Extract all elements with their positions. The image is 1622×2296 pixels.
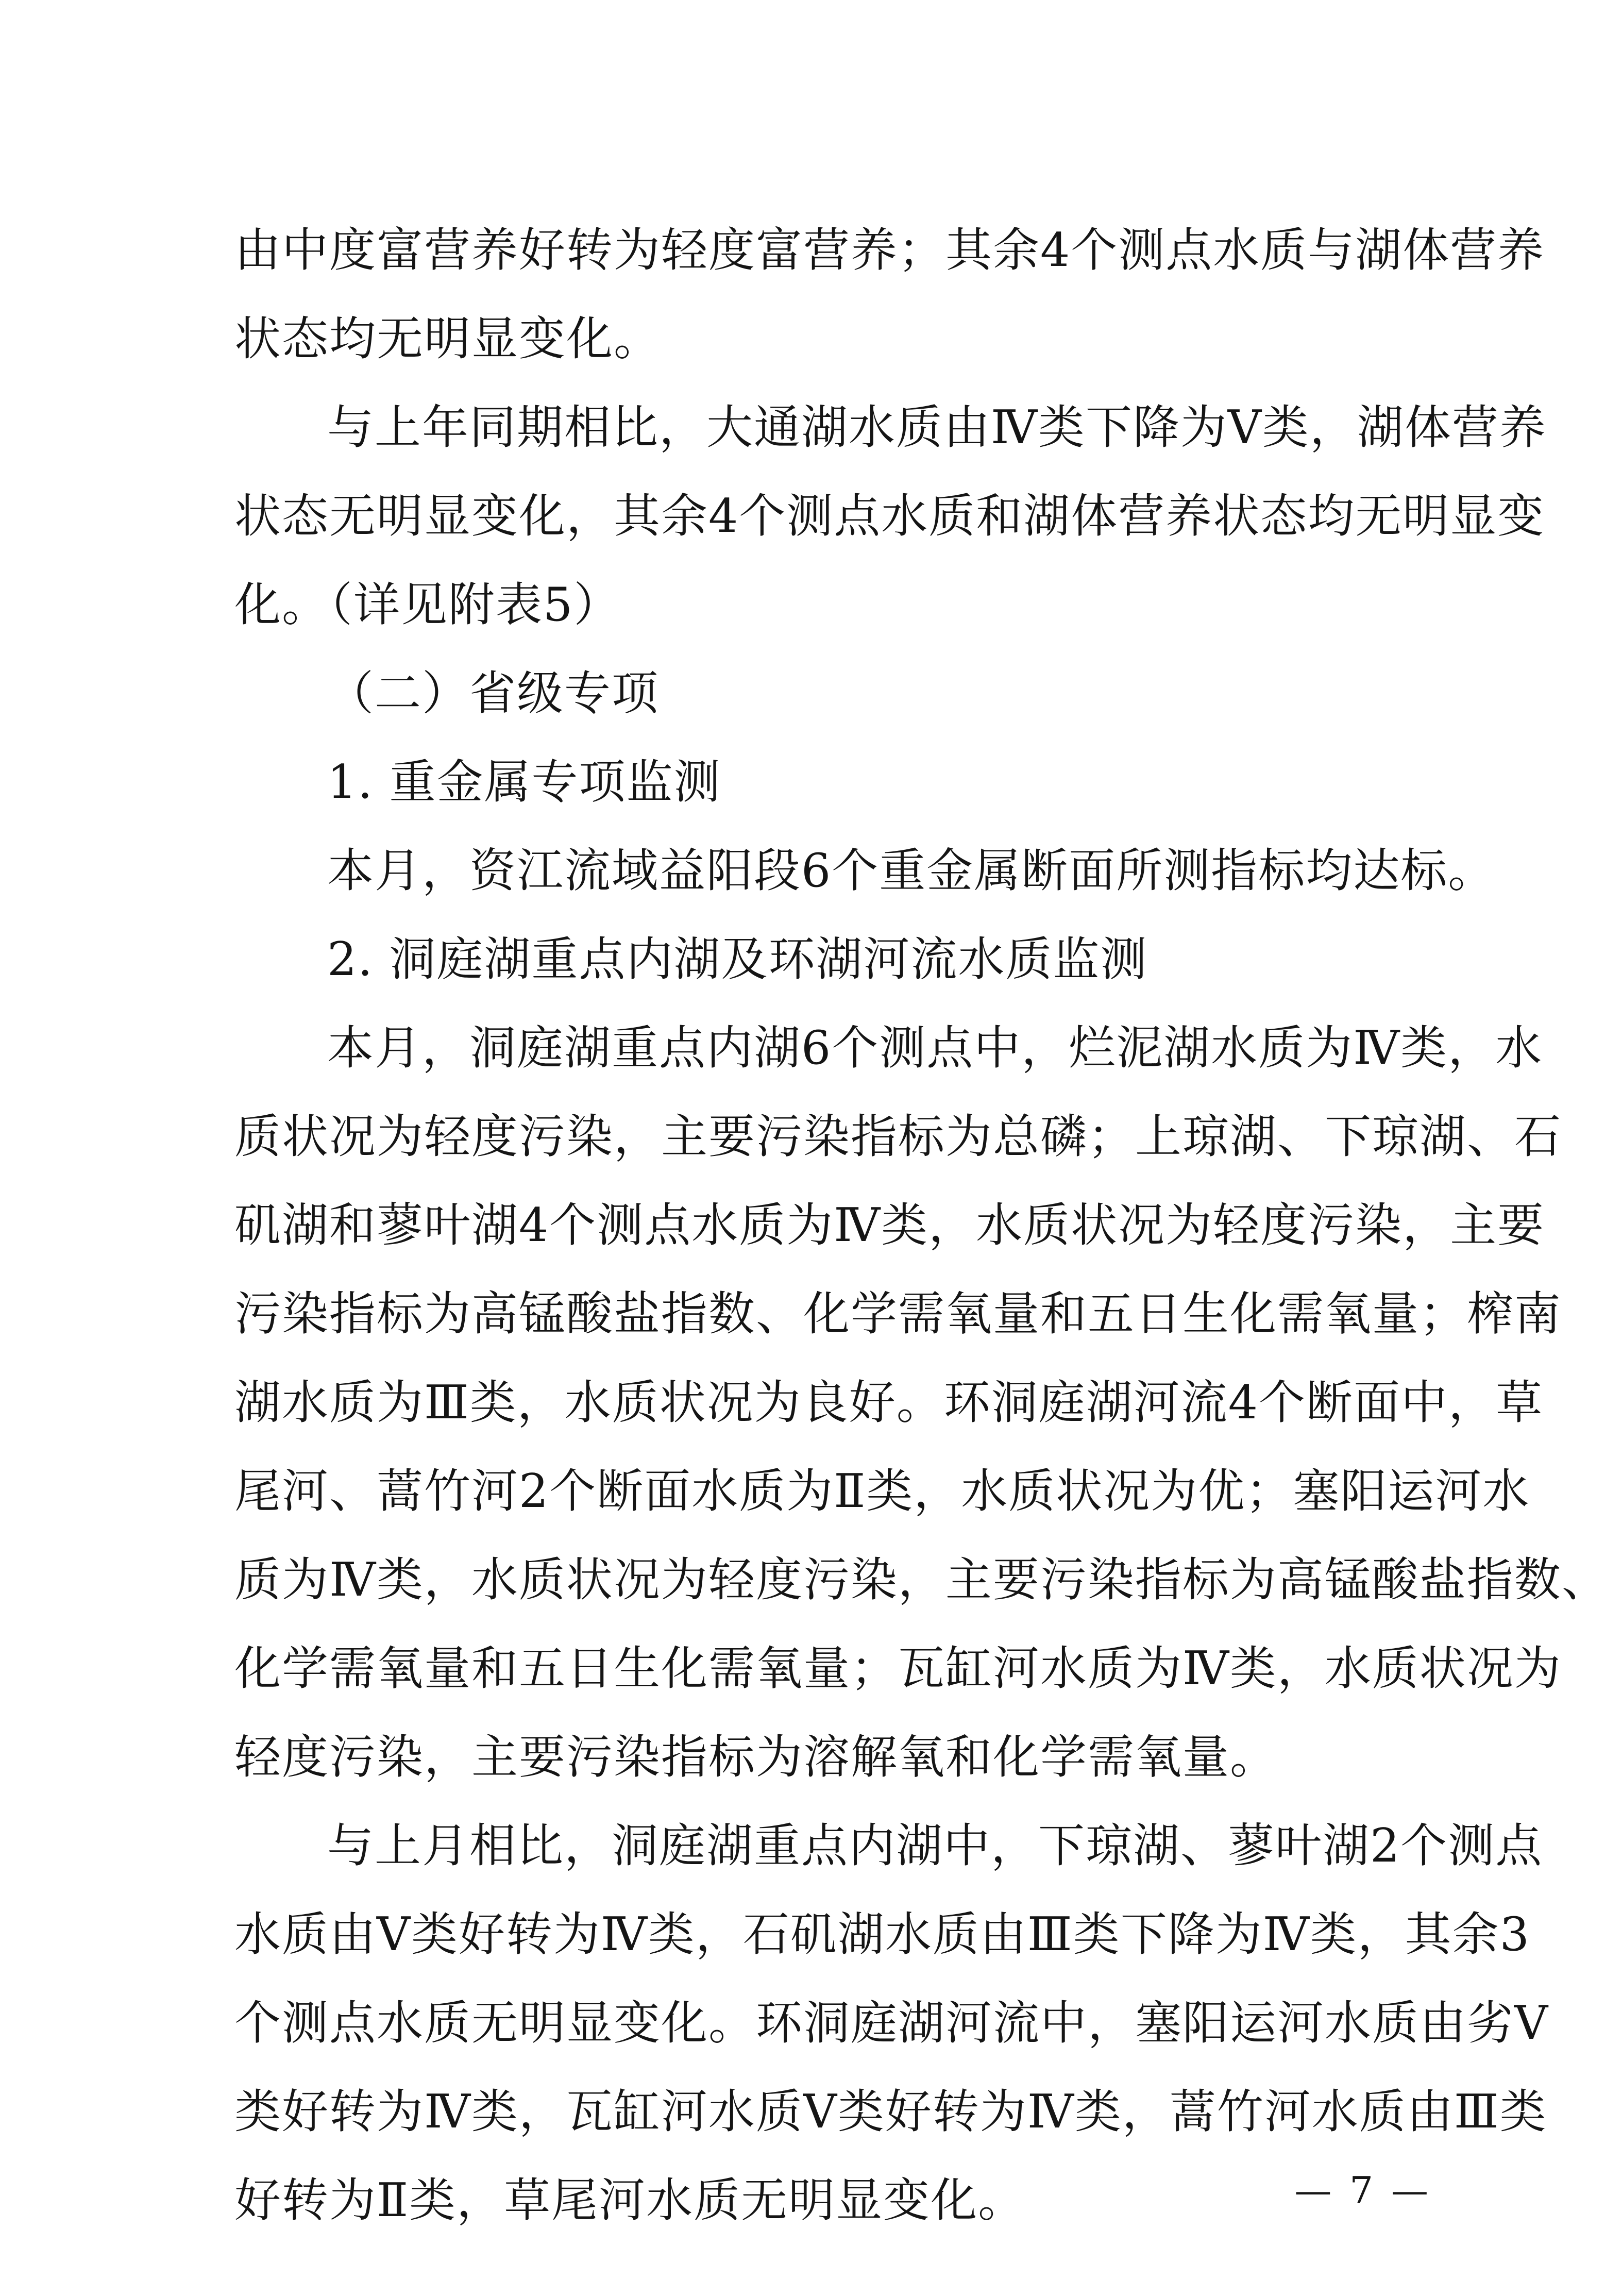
body-line: 湖水质为Ⅲ类，水质状况为良好。环洞庭湖河流4个断面中，草 [234, 1376, 1544, 1430]
paragraph-first-line: 与上月相比，洞庭湖重点内湖中，下琼湖、蓼叶湖2个测点 [327, 1819, 1543, 1873]
body-line: 类好转为Ⅳ类，瓦缸河水质Ⅴ类好转为Ⅳ类，蒿竹河水质由Ⅲ类 [234, 2085, 1547, 2139]
body-line: 化学需氧量和五日生化需氧量；瓦缸河水质为Ⅳ类，水质状况为 [234, 1641, 1562, 1696]
paragraph-first-line: 本月，资江流域益阳段6个重金属断面所测指标均达标。 [327, 844, 1496, 898]
body-line: 个测点水质无明显变化。环洞庭湖河流中，塞阳运河水质由劣Ⅴ [234, 1996, 1549, 2050]
body-line: 轻度污染，主要污染指标为溶解氧和化学需氧量。 [234, 1730, 1277, 1784]
subsection-heading: 1. 重金属专项监测 [327, 755, 721, 809]
body-line: 化。（详见附表5） [234, 578, 621, 632]
body-line: 由中度富营养好转为轻度富营养；其余4个测点水质与湖体营养 [234, 223, 1545, 277]
body-line: 矶湖和蓼叶湖4个测点水质为Ⅳ类，水质状况为轻度污染，主要 [234, 1198, 1545, 1252]
body-line: 质状况为轻度污染，主要污染指标为总磷；上琼湖、下琼湖、石 [234, 1110, 1562, 1164]
body-line: 污染指标为高锰酸盐指数、化学需氧量和五日生化需氧量；榨南 [234, 1287, 1562, 1341]
body-line: 状态均无明显变化。 [234, 312, 661, 366]
paragraph-first-line: 本月，洞庭湖重点内湖6个测点中，烂泥湖水质为Ⅳ类，水 [327, 1021, 1543, 1075]
subsection-heading: 2. 洞庭湖重点内湖及环湖河流水质监测 [327, 932, 1148, 986]
body-line: 尾河、蒿竹河2个断面水质为Ⅱ类，水质状况为优；塞阳运河水 [234, 1464, 1530, 1518]
section-heading: （二）省级专项 [327, 666, 659, 720]
body-line: 质为Ⅳ类，水质状况为轻度污染，主要污染指标为高锰酸盐指数、 [234, 1553, 1609, 1607]
page-number: — 7 — [1294, 2169, 1431, 2212]
paragraph-first-line: 与上年同期相比，大通湖水质由Ⅳ类下降为Ⅴ类，湖体营养 [327, 400, 1547, 455]
body-line: 好转为Ⅱ类，草尾河水质无明显变化。 [234, 2173, 1026, 2227]
body-line: 状态无明显变化，其余4个测点水质和湖体营养状态均无明显变 [234, 489, 1545, 543]
document-body [234, 206, 1609, 2245]
body-line: 水质由Ⅴ类好转为Ⅳ类，石矶湖水质由Ⅲ类下降为Ⅳ类，其余3 [234, 1907, 1530, 1962]
